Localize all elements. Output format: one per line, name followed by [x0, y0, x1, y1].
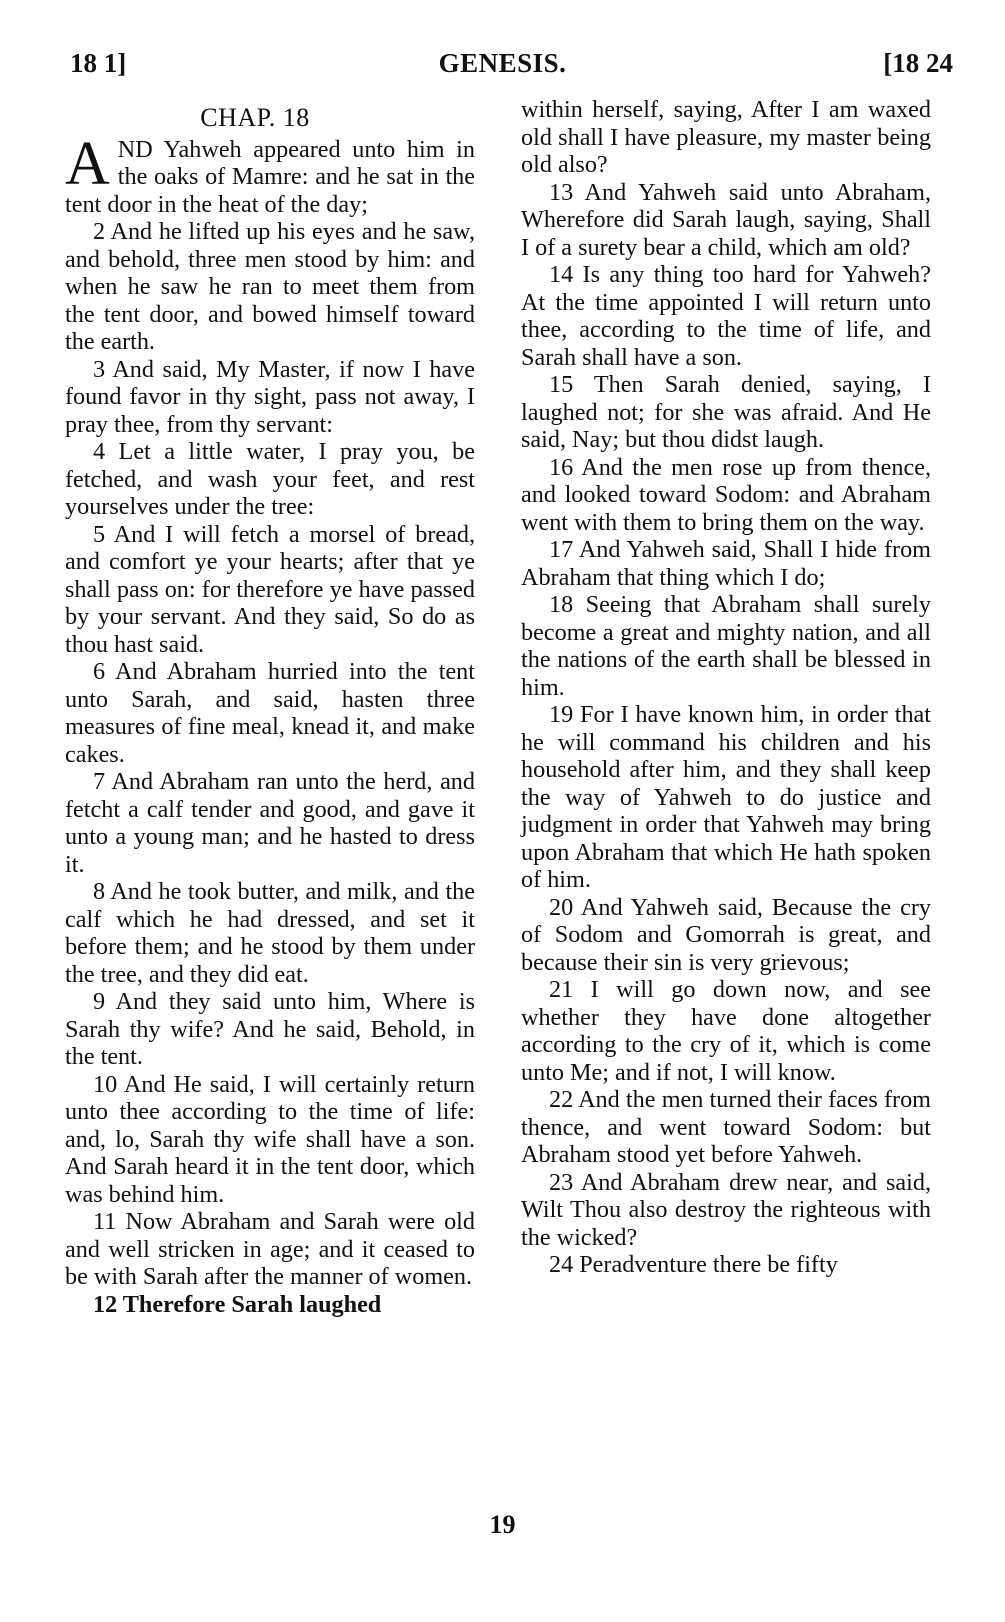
verse-10: 10 And He said, I will certainly return unto thee according to the time of life: and, lo, Sarah thy wife shall have a son. And Sarah heard it in the tent door, which was behind him.: [65, 1070, 475, 1208]
left-column: [65, 96, 475, 1318]
right-column: [521, 96, 931, 1279]
verse-15: 15 Then Sarah denied, saying, I laughed not; for she was afraid. And He said, Nay; but thou didst laugh.: [521, 371, 931, 453]
header-right-reference: [18 24: [883, 48, 953, 78]
verse-19: 19 For I have known him, in order that he will command his children and his household after him, and they shall keep the way of Yahweh to do justice and judgment in order that Yahweh may bring upon Abraham that which He hath spoken of him.: [521, 701, 931, 893]
verse-2: 2 And he lifted up his eyes and he saw, and behold, three men stood by him: and when he saw he ran to meet them from the tent door, and bowed himself toward the earth.: [65, 218, 475, 355]
verse-11: 11 Now Abraham and Sarah were old and well stricken in age; and it ceased to be with Sarah after the manner of women.: [65, 1208, 475, 1290]
verse-5: 5 And I will fetch a morsel of bread, and comfort ye your hearts; after that ye shall pass on: for therefore ye have passed by your servant. And they said, So do as thou hast said.: [65, 520, 475, 658]
header-left-reference: 18 1]: [70, 48, 127, 78]
chapter-heading: CHAP. 18: [200, 103, 310, 132]
verse-6: 6 And Abraham hurried into the tent unto Sarah, and said, hasten three measures of fine meal, knead it, and make cakes.: [65, 658, 475, 768]
verse-4: 4 Let a little water, I pray you, be fetched, and wash your feet, and rest yourselves under the tree:: [65, 438, 475, 520]
verse-14: 14 Is any thing too hard for Yahweh? At the time appointed I will return unto thee, according to the time of life, and Sarah shall have a son.: [521, 261, 931, 371]
running-header: [0, 42, 1005, 82]
verse-21: 21 I will go down now, and see whether they have done altogether according to the cry of it, which is come unto Me; and if not, I will know.: [521, 976, 931, 1086]
verse-17: 17 And Yahweh said, Shall I hide from Abraham that thing which I do;: [521, 536, 931, 591]
drop-cap: A: [65, 129, 110, 198]
verse-8: 8 And he took butter, and milk, and the calf which he had dressed, and set it before them; and he stood by them under the tree, and they did eat.: [65, 878, 475, 988]
verse-16: 16 And the men rose up from thence, and looked toward Sodom: and Abraham went with them to bring them on the way.: [521, 453, 931, 536]
page-number: 19: [489, 1510, 516, 1539]
verse-1-text: ND Yahweh appeared unto him in the oaks of Mamre: and he sat in the tent door in the heat of the day;: [65, 135, 475, 218]
verse-18: 18 Seeing that Abraham shall surely become a great and mighty nation, and all the nations of the earth shall be blessed in him.: [521, 591, 931, 701]
verse-23: 23 And Abraham drew near, and said, Wilt Thou also destroy the righteous with the wicked?: [521, 1168, 931, 1251]
verse-7: 7 And Abraham ran unto the herd, and fetcht a calf tender and good, and gave it unto a young man; and he hasted to dress it.: [65, 768, 475, 878]
verse-20: 20 And Yahweh said, Because the cry of Sodom and Gomorrah is great, and because their sin is very grievous;: [521, 893, 931, 976]
verse-13: 13 And Yahweh said unto Abraham, Wherefore did Sarah laugh, saying, Shall I of a surety bear a child, which am old?: [521, 178, 931, 261]
verse-12-start: 12 Therefore Sarah laughed: [93, 1290, 382, 1318]
verse-3: 3 And said, My Master, if now I have found favor in thy sight, pass not away, I pray thee, from thy servant:: [65, 355, 475, 438]
verse-22: 22 And the men turned their faces from thence, and went toward Sodom: but Abraham stood yet before Yahweh.: [521, 1086, 931, 1168]
verse-12-continued: within herself, saying, After I am waxed old shall I have pleasure, my master being old also?: [521, 96, 931, 178]
book-title: GENESIS.: [438, 48, 567, 78]
verse-1: [65, 129, 475, 219]
verse-9: 9 And they said unto him, Where is Sarah thy wife? And he said, Behold, in the tent.: [65, 988, 475, 1070]
verse-24-start: 24 Peradventure there be fifty: [549, 1251, 838, 1278]
